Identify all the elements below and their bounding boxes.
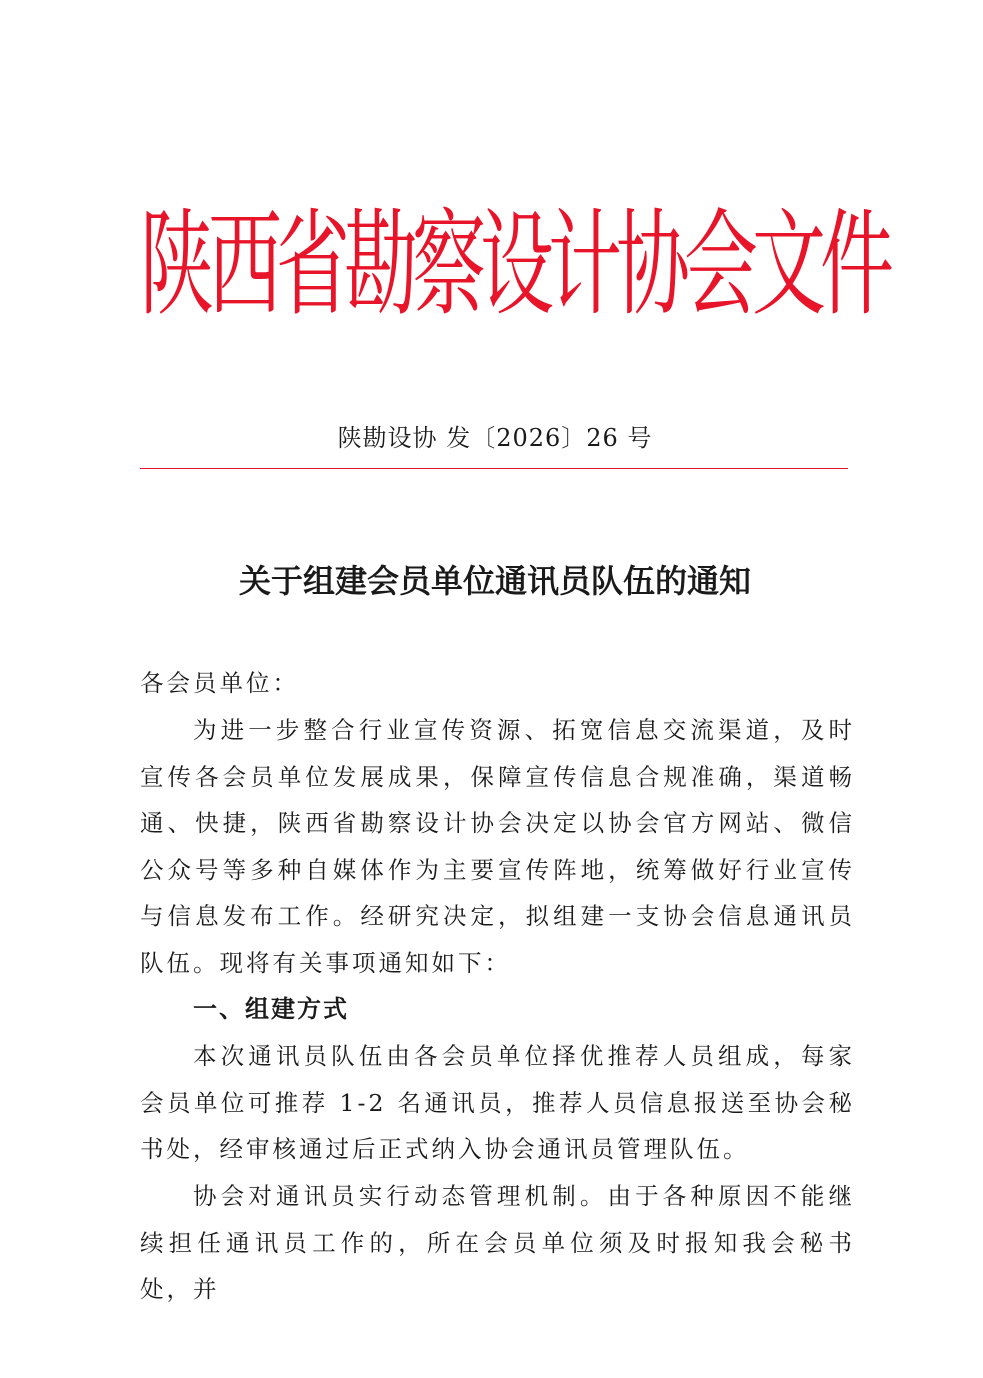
red-divider-line (140, 468, 848, 469)
paragraph-formation: 本次通讯员队伍由各会员单位择优推荐人员组成，每家会员单位可推荐 1-2 名通讯员，推荐人员信息报送至协会秘书处，经审核通过后正式纳入协会通讯员管理队伍。 (140, 1042, 855, 1163)
paragraph-intro: 为进一步整合行业宣传资源、拓宽信息交流渠道，及时宣传各会员单位发展成果，保障宣传信息合规准确，渠道畅通、快捷，陕西省勘察设计协会决定以协会官方网站、微信公众号等多种自媒体作为主要宣传阵地，统筹做好行业宣传与信息发布工作。经研究决定，拟组建一支协会信息通讯员队伍。现将有关事项通知如下： (140, 716, 855, 977)
section-heading-1: 一、组建方式 (193, 995, 349, 1023)
org-document-header: 陕西省勘察设计协会文件 (140, 198, 888, 332)
document-number: 陕勘设协 发〔2026〕26 号 (337, 424, 653, 452)
paragraph-management: 协会对通讯员实行动态管理机制。由于各种原因不能继续担任通讯员工作的，所在会员单位须及时报知我会秘书处，并 (140, 1182, 855, 1303)
salutation: 各会员单位： (140, 669, 299, 697)
notice-title: 关于组建会员单位通讯员队伍的通知 (238, 562, 751, 600)
